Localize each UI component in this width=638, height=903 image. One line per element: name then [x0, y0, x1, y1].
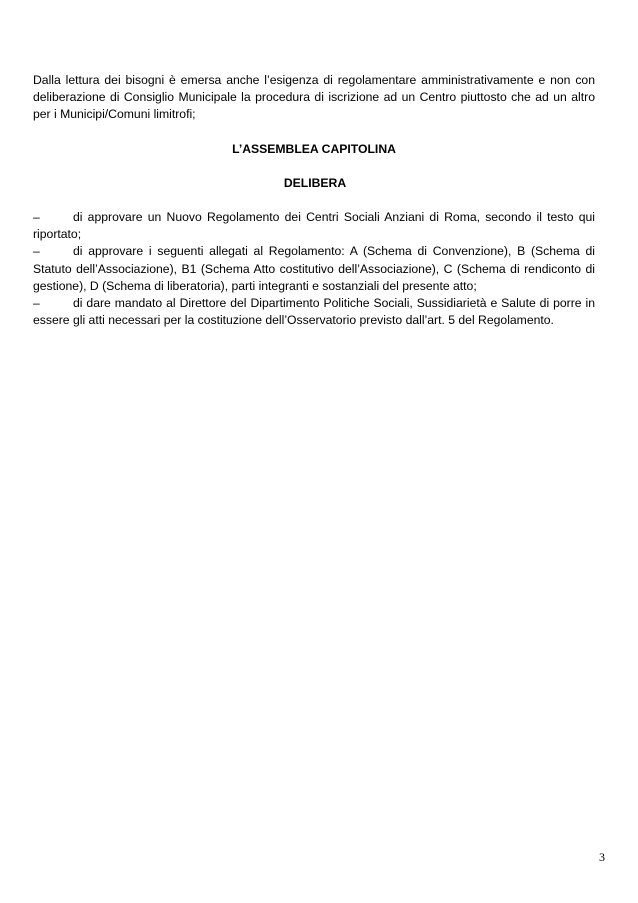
resolution-item-1	[33, 209, 595, 243]
resolution-list	[33, 209, 595, 329]
intro-paragraph: Dalla lettura dei bisogni è emersa anche l’esigenza di regolamentare amministrativamente e non con deliberazione di Consiglio Municipale la procedura di iscrizione ad un Centro piuttosto che ad un altro per i Municipi/Comuni limitrofi;	[33, 73, 595, 122]
document-body	[33, 72, 595, 329]
item-dash: –	[33, 296, 40, 311]
assembly-heading: L’ASSEMBLEA CAPITOLINA	[232, 141, 396, 156]
item-dash: –	[33, 210, 40, 225]
item-text: di approvare un Nuovo Regolamento dei Centri Sociali Anziani di Roma, secondo il testo qui riportato;	[33, 210, 595, 242]
delibera-heading: DELIBERA	[283, 175, 347, 190]
item-text: di approvare i seguenti allegati al Regolamento: A (Schema di Convenzione), B (Schema di Statuto dell’Associazione), B1 (Schema Atto costitutivo dell’Associazione), C (Schema di rendiconto di gestione), D (Schema di liberatoria), parti integranti e sostanziali del presente atto;	[33, 244, 595, 293]
resolution-item-3	[33, 295, 595, 329]
page-number: 3	[599, 850, 605, 864]
item-text: di dare mandato al Direttore del Dipartimento Politiche Sociali, Sussidiarietà e Salute di porre in essere gli atti necessari per la costituzione dell’Osservatorio previsto dall’art. 5 del Regolamento.	[33, 296, 595, 328]
resolution-item-2	[33, 243, 595, 295]
item-dash: –	[33, 244, 40, 259]
